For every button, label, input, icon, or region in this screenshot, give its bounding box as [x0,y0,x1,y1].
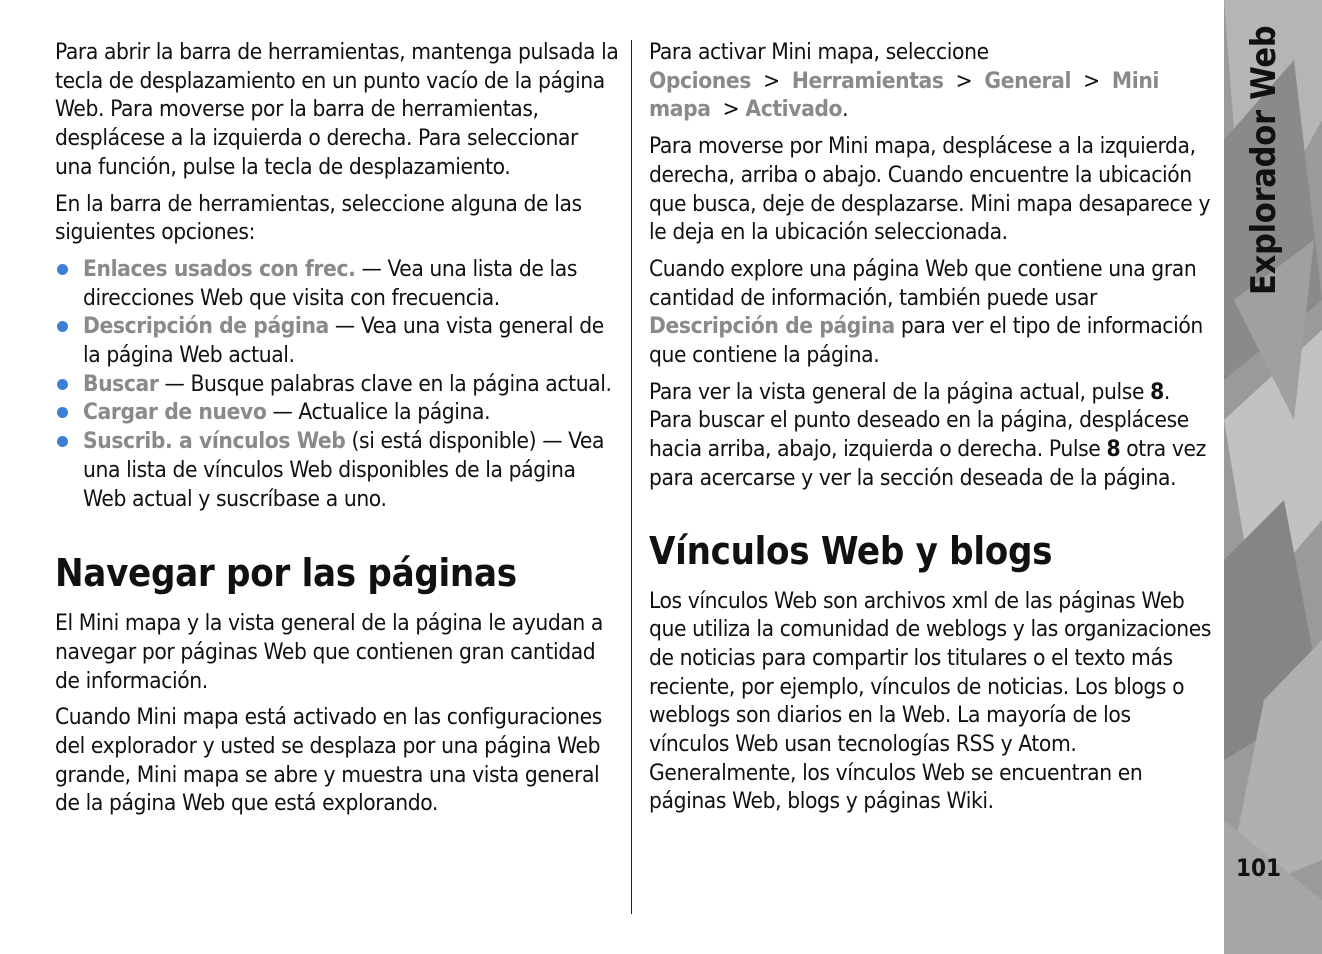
paragraph-web-feeds: Los vínculos Web son archivos xml de las páginas Web que utiliza la comunidad de weblogs y las organizaciones de noticias para compartir los titulares o el texto más reciente, por ejemplo, vínculos de noticias. Los blogs o weblogs son diarios en la Web. La mayoría de los vínculos Web usan tecnologías RSS y Atom. Generalmente, los vínculos Web se encuentran en páginas Web, blogs y páginas Wiki. [649,587,1212,815]
text-part: Para ver la vista general de la página actual, pulse [649,378,1151,405]
option-description: — Actualice la página. [266,399,491,426]
menu-separator: > [1083,67,1100,94]
text-suffix: para ver el tipo de información que contiene la página. [649,313,1203,369]
list-item [55,255,621,312]
page-number: 101 [1236,854,1282,882]
bullet-icon [57,436,68,447]
option-term: Suscrib. a vínculos Web [83,428,346,455]
option-description: — Vea una lista de las direcciones Web que visita con frecuencia. [83,255,578,311]
list-item [55,427,621,513]
list-item [55,370,621,399]
menu-separator: > [722,96,740,123]
left-column [55,38,621,826]
paragraph-activate-minimap [649,38,1215,124]
text-part: . Para buscar el punto deseado en la página, desplácese hacia arriba, abajo, izquierda o derecha. Pulse [649,378,1189,463]
menu-separator: > [763,67,780,94]
section-title: Explorador Web [1244,25,1284,295]
column-divider [631,40,632,914]
bullet-icon [57,407,68,418]
menu-activado: Activado [745,96,843,123]
bullet-icon [57,264,68,275]
paragraph-page-overview [649,255,1215,370]
menu-mini-mapa: Mini mapa [649,67,1159,123]
option-term: Enlaces usados con frec. [83,255,356,282]
paragraph-overview-keys [649,378,1215,493]
key-8: 8 [1150,378,1164,405]
section-heading-vinculos: Vínculos Web y blogs [649,528,1053,573]
text-prefix: Cuando explore una página Web que contiene una gran cantidad de información, también puede usar [649,255,1197,311]
list-item [55,312,621,369]
option-description: — Vea una vista general de la página Web actual. [83,313,604,369]
right-column [649,38,1215,824]
option-term: Descripción de página [83,313,329,340]
bullet-icon [57,379,68,390]
section-heading-navegar: Navegar por las páginas [55,551,517,596]
menu-herramientas: Herramientas [791,67,944,94]
menu-opciones: Opciones [649,67,751,94]
text-part: otra vez para acercarse y ver la sección deseada de la página. [649,436,1206,491]
option-term: Buscar [83,370,159,397]
options-list [55,255,621,513]
paragraph-minimap-intro: El Mini mapa y la vista general de la página le ayudan a navegar por páginas Web que contienen gran cantidad de información. [55,610,603,694]
list-item [55,398,621,427]
option-term: Cargar de nuevo [83,399,267,426]
text-suffix: . [842,96,849,123]
option-description: — Busque palabras clave en la página actual. [158,370,612,397]
menu-general: General [984,67,1072,94]
bullet-icon [57,321,68,332]
key-8: 8 [1106,436,1121,463]
paragraph-toolbar-options: En la barra de herramientas, seleccione alguna de las siguientes opciones: [55,190,582,246]
menu-separator: > [955,67,973,94]
paragraph-move-minimap: Para moverse por Mini mapa, desplácese a la izquierda, derecha, arriba o abajo. Cuando encuentre la ubicación que busca, deje de desplazarse. Mini mapa desaparece y le deja en la ubicación seleccionada. [649,133,1211,246]
text-prefix: Para activar Mini mapa, seleccione [649,39,989,65]
term-descripcion-pagina: Descripción de página [649,313,895,340]
option-description: (si está disponible) — Vea una lista de vínculos Web disponibles de la página Web actual y suscríbase a uno. [83,428,605,512]
paragraph-toolbar-open: Para abrir la barra de herramientas, mantenga pulsada la tecla de desplazamiento en un punto vacío de la página Web. Para moverse por la barra de herramientas, desplácese a la izquierda o derecha. Para seleccionar una función, pulse la tecla de desplazamiento. [55,39,619,180]
paragraph-minimap-activated: Cuando Mini mapa está activado en las configuraciones del explorador y usted se desplaza por una página Web grande, Mini mapa se abre y muestra una vista general de la página Web que está explorando. [55,704,602,817]
